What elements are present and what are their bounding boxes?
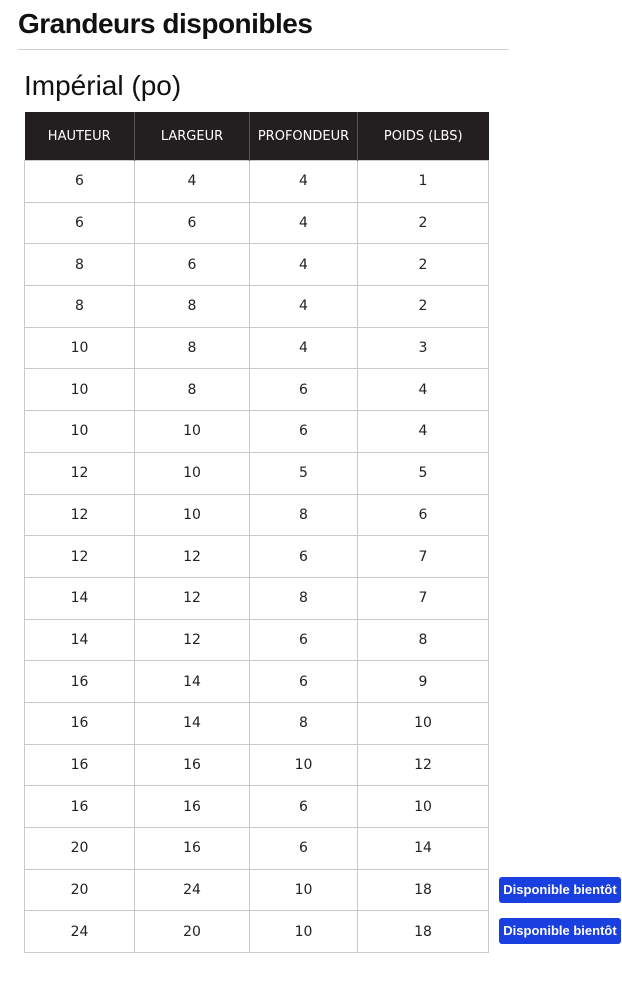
table-row: [25, 661, 489, 703]
coming-soon-button[interactable]: Disponible bientôt: [499, 877, 621, 903]
cell-hauteur: 16: [25, 744, 135, 786]
cell-largeur: 4: [135, 161, 250, 203]
unit-subtitle: Impérial (po): [24, 70, 182, 101]
cell-largeur: 14: [135, 702, 250, 744]
table-row: [25, 577, 489, 619]
cell-largeur: 14: [135, 661, 250, 703]
cell-profondeur: 6: [250, 661, 358, 703]
cell-profondeur: 10: [250, 911, 358, 953]
cell-poids: 2: [358, 202, 489, 244]
table-row: [25, 828, 489, 870]
header-hauteur: HAUTEUR: [25, 112, 135, 161]
table-row: [25, 911, 489, 953]
cell-hauteur: 14: [25, 619, 135, 661]
cell-profondeur: 6: [250, 411, 358, 453]
cell-largeur: 12: [135, 619, 250, 661]
cell-largeur: 10: [135, 452, 250, 494]
table-row: [25, 494, 489, 536]
cell-poids: 12: [358, 744, 489, 786]
cell-profondeur: 4: [250, 202, 358, 244]
cell-profondeur: 8: [250, 702, 358, 744]
cell-hauteur: 8: [25, 286, 135, 328]
cell-largeur: 16: [135, 786, 250, 828]
cell-hauteur: 16: [25, 786, 135, 828]
table-row: [25, 869, 489, 911]
table-row: [25, 327, 489, 369]
cell-hauteur: 12: [25, 494, 135, 536]
cell-poids: 8: [358, 619, 489, 661]
cell-hauteur: 14: [25, 577, 135, 619]
cell-profondeur: 6: [250, 828, 358, 870]
table-row: [25, 369, 489, 411]
cell-hauteur: 12: [25, 452, 135, 494]
table-row: [25, 786, 489, 828]
cell-hauteur: 10: [25, 327, 135, 369]
cell-poids: 4: [358, 369, 489, 411]
cell-poids: 1: [358, 161, 489, 203]
cell-profondeur: 4: [250, 327, 358, 369]
title-divider: [18, 49, 509, 50]
cell-profondeur: 4: [250, 244, 358, 286]
cell-profondeur: 6: [250, 786, 358, 828]
cell-largeur: 8: [135, 327, 250, 369]
cell-largeur: 12: [135, 536, 250, 578]
cell-hauteur: 16: [25, 702, 135, 744]
cell-poids: 2: [358, 244, 489, 286]
cell-poids: 18: [358, 911, 489, 953]
cell-largeur: 6: [135, 202, 250, 244]
table-row: [25, 744, 489, 786]
cell-poids: 2: [358, 286, 489, 328]
cell-poids: 7: [358, 536, 489, 578]
table-row: [25, 702, 489, 744]
table-row: [25, 244, 489, 286]
cell-largeur: 20: [135, 911, 250, 953]
section-title: Grandeurs disponibles: [18, 8, 313, 39]
cell-hauteur: 20: [25, 828, 135, 870]
cell-hauteur: 10: [25, 369, 135, 411]
table-row: [25, 286, 489, 328]
cell-poids: 14: [358, 828, 489, 870]
cell-largeur: 6: [135, 244, 250, 286]
cell-profondeur: 10: [250, 744, 358, 786]
cell-poids: 7: [358, 577, 489, 619]
cell-hauteur: 6: [25, 161, 135, 203]
cell-profondeur: 8: [250, 494, 358, 536]
cell-hauteur: 12: [25, 536, 135, 578]
cell-largeur: 8: [135, 369, 250, 411]
sizes-table: [24, 112, 489, 953]
cell-largeur: 16: [135, 828, 250, 870]
cell-poids: 10: [358, 786, 489, 828]
cell-largeur: 12: [135, 577, 250, 619]
table-row: [25, 536, 489, 578]
cell-poids: 9: [358, 661, 489, 703]
cell-poids: 10: [358, 702, 489, 744]
cell-poids: 3: [358, 327, 489, 369]
cell-profondeur: 4: [250, 286, 358, 328]
cell-hauteur: 6: [25, 202, 135, 244]
cell-poids: 6: [358, 494, 489, 536]
table-row: [25, 619, 489, 661]
cell-hauteur: 8: [25, 244, 135, 286]
cell-profondeur: 5: [250, 452, 358, 494]
cell-profondeur: 4: [250, 161, 358, 203]
cell-poids: 18: [358, 869, 489, 911]
cell-poids: 5: [358, 452, 489, 494]
header-profondeur: PROFONDEUR: [250, 112, 358, 161]
coming-soon-button[interactable]: Disponible bientôt: [499, 918, 621, 944]
header-poids: POIDS (LBS): [358, 112, 489, 161]
cell-largeur: 16: [135, 744, 250, 786]
cell-poids: 4: [358, 411, 489, 453]
cell-hauteur: 10: [25, 411, 135, 453]
cell-profondeur: 10: [250, 869, 358, 911]
table-row: [25, 161, 489, 203]
cell-hauteur: 24: [25, 911, 135, 953]
table-row: [25, 452, 489, 494]
table-header-row: [25, 112, 489, 161]
table-row: [25, 202, 489, 244]
table-row: [25, 411, 489, 453]
cell-profondeur: 6: [250, 369, 358, 411]
cell-largeur: 10: [135, 494, 250, 536]
cell-hauteur: 16: [25, 661, 135, 703]
cell-profondeur: 6: [250, 536, 358, 578]
cell-largeur: 10: [135, 411, 250, 453]
cell-profondeur: 8: [250, 577, 358, 619]
cell-hauteur: 20: [25, 869, 135, 911]
cell-profondeur: 6: [250, 619, 358, 661]
cell-largeur: 24: [135, 869, 250, 911]
header-largeur: LARGEUR: [135, 112, 250, 161]
cell-largeur: 8: [135, 286, 250, 328]
